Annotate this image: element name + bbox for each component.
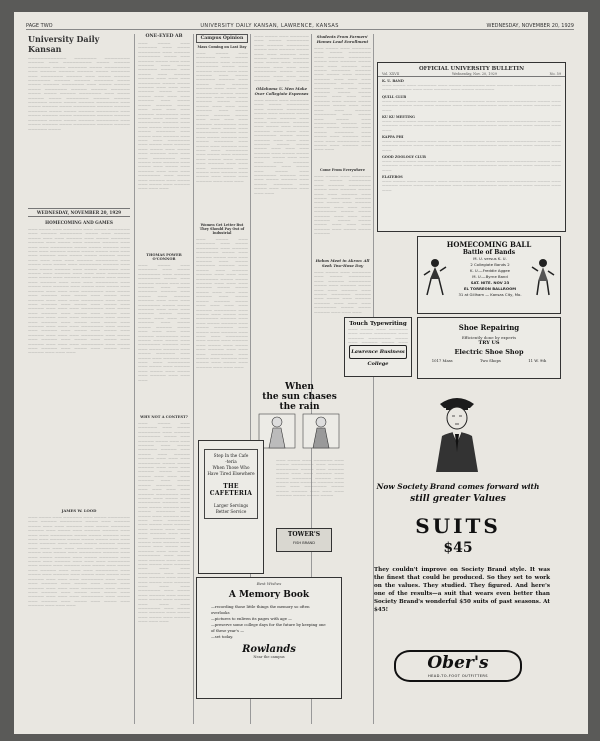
bulletin-title: OFFICIAL UNIVERSITY BULLETIN xyxy=(418,66,524,72)
homecoming-date: SAT. NITE. NOV 23 xyxy=(470,280,510,285)
bulletin-item: QUILL CLUB xyxy=(382,95,407,99)
cafeteria-name: THE CAFETERIA xyxy=(209,483,253,497)
shoe-name: Electric Shoe Shop xyxy=(454,348,524,356)
homecoming-line: 2 Collegiate Bands 2 xyxy=(470,262,510,267)
col5-body: ——— ———— ——— —————— ——— ———— ——————— ——— ————— ——————— ———— ——— ————— ———— ——— ——— ————— ——— ———— —————— ————— ——— ———— ——— ————— ————— ——— ——— ——— ——————— ———— ———— ————— ——— ——— ——— ————— ———— ———— ———— ——— ——— ——— ————— ——— ———— ———— ————— ———— ——— ——— ——— ——— ————— ——————— ——— ———— ——— ———— ——— ——————— ————— ——— ——— ———— ————— ——— ———— —————— ——— ———— ——— ————— ——— ——— ——— ——————— ——— ———— ——— ————— ——— ——— ——— xyxy=(314,46,371,152)
gentleman-illustration-icon xyxy=(422,382,492,472)
column-four xyxy=(254,34,309,208)
bulletin-item: ELATEROS xyxy=(382,175,403,179)
editorial-headline: HOMECOMING AND GAMES xyxy=(45,220,113,225)
bulletin-date: Wednesday, Nov. 20, 1929 xyxy=(452,72,497,76)
bulletin-item: K. U. BAND xyxy=(382,79,404,83)
towers-line3: the rain xyxy=(279,402,320,412)
typewriting-title: Touch Typewriting xyxy=(349,321,407,327)
column-rule xyxy=(134,34,135,724)
cafeteria-line: Larger Servings xyxy=(213,503,249,508)
memory-item: —preserve some college days for the future by keeping one of these year's — xyxy=(211,622,326,633)
bulletin-text: ——— ———— ——— —————— ——— ———— ——————— ——— ————— ——————— ———— ——— ————— ———— ——— ——— ————— ——— ———— —————— ——— ———— ——— ————— ——— ——— xyxy=(382,179,561,192)
bulletin-item: KU KU MEETING xyxy=(382,115,415,119)
editorial-body: ——— ———— ——— —————— ——— ———— ——————— ——— ————— ——————— ———— ——— ————— ———— ——— ——— ————— ——— ———— —————— ————— ——— ———— ——— ————— ————— ——— ——— ——— ——————— ———— ———— ————— ——— ——— ——— ————— ———— ———— ———— ——— ——— ——— ————— ——— ———— ———— ————— ———— ——— ——— ——— ——— ————— ——————— ——— ———— ——— ———— ——— ——————— ————— ——— ——— ———— ————— ——— ———— —————— ——— ———— ——— ————— ——— ——— ——— ——————— ——— ———— ——— ————— ——— ———— ——— ———— ——— ————— ——— ——— ——— ——————— ——— ———— ——— ————— ——— ———— ——— ———— ——— ————— ——— ——— ——— ——————— ——— ———— ——— ————— ——— ———— ——— ———— ——— ————— ——— ——— ——— ——————— ——— ———— ——— ————— ——— ———— ——— ———— ——— ————— ——— ——— ——— ——————— ——— ———— ——— ————— ——— ———— ——— ———— ——— ————— ——— ——— ——— ——————— ——— ———— ——— ————— ——— ———— ——— ———— ——— ————— ——— ——— ——— ——————— ——— ———— ——— ————— ——— ———— ——— ———— ——— ————— ——— ——— ——— ——————— ——— ———— ——— ————— ——— ———— ——— ———— ——— ————— ——— ——— ——— ——————— ——— ———— ——— ————— ——— ———— ——— ———— ——— ————— ——— ——— ——— xyxy=(28,227,130,355)
dancer-illustration-icon xyxy=(530,257,556,297)
bulletin-item: KAPPA PHI xyxy=(382,135,404,139)
homecoming-sub: Battle of Bands xyxy=(462,249,516,256)
col2-body-3: ——— ———— ——— —————— ——— ———— ——————— ——— ————— ——————— ———— ——— ————— ———— ——— ——— ————— ——— ———— —————— ————— ——— ———— ——— ————— ————— ——— ——— ——— ——————— ———— ———— ————— ——— ——— ——— ————— ———— ———— ———— ——— ——— ——— ————— ——— ———— ———— ————— ———— ——— ——— ——— ——— ————— ——————— ——— ———— ——— ———— ——— ——————— ————— ——— ——— ———— ————— ——— ———— —————— ——— ———— ——— ————— ——— ——— ——— ——————— ——— ———— ——— ————— ——— ———— ——— ———— ——— ————— ——— ——— ——— ——————— ——— ———— ——— ————— ——— ———— ——— ———— ——— ————— ——— ——— ——— ——————— ——— ———— ——— ————— ——— ———— ——— ———— ——— ————— ——— ——— ——— ——————— ——— ———— ——— ————— ——— ———— ——— ———— ——— ————— ——— ——— ——— ——————— ——— ———— ——— ————— ——— ———— ——— ———— ——— ————— ——— ——— ——— ——————— ——— ———— ——— ————— ——— ———— ——— ———— ——— ————— ——— ——— ——— xyxy=(138,421,190,624)
homecoming-address: 31 at Gillham — Kansas City, Mo. xyxy=(458,292,522,297)
column-two xyxy=(138,34,190,711)
col5-body-3: ——— ———— ——— —————— ——— ———— ——————— ——— ————— ——————— ———— ——— ————— ———— ——— ——— ————— ——— ———— —————— ————— ——— ———— ——— ————— ————— ——— ——— ——— ——————— ———— ———— ————— ——— ——— ——— xyxy=(314,270,371,314)
suits-title: SUITS xyxy=(415,514,501,538)
towers-fish-brand-logo xyxy=(276,528,332,552)
shoe-hours: Two Shops xyxy=(479,358,501,363)
cafeteria-inner-box xyxy=(204,449,258,519)
col5-body-2: ——— ———— ——— —————— ——— ———— ——————— ——— ————— ——————— ———— ——— ————— ———— ——— ——— ————— ——— ———— —————— ————— ——— ———— ——— ————— ————— ——— ——— ——— ——————— ———— ———— ————— ——— ——— ——— ————— ———— ———— ———— ——— ——— ——— ————— ——— ———— ———— ————— xyxy=(314,174,371,236)
rain-figures-icon xyxy=(257,412,342,450)
cafeteria-line: Better Service xyxy=(215,509,247,514)
col2-subhead-2: WHY NOT A CONTEST? xyxy=(140,415,188,419)
obers-name: Ober's xyxy=(427,653,489,673)
col4-headline: Students From Farmers' Homes Lead Enrollment xyxy=(316,34,369,44)
bulletin-text: ——— ———— ——— —————— ——— ———— ——————— ——— ————— ——————— ———— ——— ————— ———— ——— ——— ————— ——— ———— —————— ——— ———— ——— ————— ——— ——— xyxy=(382,139,561,152)
suits-body: They couldn't improve on Society Brand style. It was the finest that could be produced. So they set to work on the values. They studied. They figured. And here's one of the results—a suit that wears even better than Society Brand's wonderful $50 suits of past seasons. At $45! xyxy=(374,567,550,613)
col3-subhead: Mass Coming on Last Day xyxy=(197,45,247,49)
col4-subhead: Oklahoma U. Men Make Over Collegiate Expenses xyxy=(254,86,309,96)
col5-subhead: Come From Everywhere xyxy=(319,168,365,172)
col2-headline: ONE-EYED AB xyxy=(145,34,183,39)
homecoming-ball-ad xyxy=(417,236,561,314)
cafeteria-line: When Those Who xyxy=(212,465,250,470)
memory-kicker: Best Wishes xyxy=(256,581,282,586)
cafeteria-ad xyxy=(198,440,264,574)
cafeteria-line: -teria xyxy=(225,459,237,464)
col3-subhead-2: Women Get Letter But They Should Pay Out of Industrial xyxy=(199,223,245,235)
homecoming-line: M. U.—Byrne Band xyxy=(472,274,508,279)
paper-title: UNIVERSITY DAILY KANSAN, LAWRENCE, KANSAS xyxy=(200,22,339,29)
rowlands-logo: Rowlands xyxy=(242,644,296,655)
col3-body-2: ——— ———— ——— —————— ——— ———— ——————— ——— ————— ——————— ———— ——— ————— ———— ——— ——— ————— ——— ———— —————— ————— ——— ———— ——— ————— ————— ——— ——— ——— ——————— ———— ———— ————— ——— ——— ——— ————— ———— ———— ———— ——— ——— ——— ————— ——— ———— ———— ————— ———— ——— ——— ——— ——— ————— ——————— ——— ———— ——— ———— ——— ——————— ————— ——— ——— ———— ————— ——— ———— —————— ——— ———— ——— ————— ——— ——— ——— ——————— ——— ———— ——— ————— ——— ———— ——— ———— ——— ————— ——— ——— ——— ——————— ——— ———— ——— ————— ——— ———— ——— ———— ——— ————— ——— ——— ——— xyxy=(196,237,248,369)
towers-line2: the sun chases xyxy=(262,392,337,402)
bulletin-no: No. 59 xyxy=(549,72,561,76)
rowlands-sub: Near the campus xyxy=(253,655,285,659)
col2-subhead: THOMAS POWER O'CONNOR xyxy=(146,253,182,261)
col3-body: ——— ———— ——— —————— ——— ———— ——————— ——— ————— ——————— ———— ——— ————— ———— ——— ——— ————— ——— ———— —————— ————— ——— ———— ——— ————— ————— ——— ——— ——— ——————— ———— ———— ————— ——— ——— ——— ————— ———— ———— ———— ——— ——— ——— ————— ——— ———— ———— ————— ———— ——— ——— ——— ——— ————— ——————— ——— ———— ——— ———— ——— ——————— ————— ——— ——— ———— ————— ——— ———— —————— ——— ———— ——— ————— ——— ——— ——— ——————— ——— ———— ——— ————— ——— ———— ——— ———— ——— ————— ——— ——— ——— ——————— ——— ———— ——— ————— ——— ———— ——— ———— ——— ————— ——— ——— ——— xyxy=(196,51,248,183)
towers-ad-body xyxy=(276,458,344,558)
page-header xyxy=(26,22,574,30)
memory-item: —recording those little things the memory so often overlooks xyxy=(211,604,310,615)
homecoming-venue: EL TORREON BALLROOM xyxy=(463,286,517,291)
homecoming-title: HOMECOMING BALL xyxy=(446,240,532,249)
obers-sub: HEAD-TO-FOOT OUTFITTERS xyxy=(427,674,488,678)
society-brand-suits-ad xyxy=(350,382,566,712)
bulletin-text: ——— ———— ——— —————— ——— ———— ——————— ——— ————— ——————— ———— ——— ————— ———— ——— ——— ————— ——— ———— —————— xyxy=(382,83,561,92)
cafeteria-line: Have Tired Elsewhere xyxy=(207,471,255,476)
memory-items xyxy=(197,600,341,644)
towers-text: ——— ———— ——— —————— ——— ———— ——————— ——— ————— ——————— ———— ——— ————— ———— ——— ——— ————— ——— ———— —————— ————— ——— ———— ——— ————— ————— ——— ——— ——— ——————— ———— ———— ————— ——— ——— ——— ————— ———— ———— ———— xyxy=(276,458,344,498)
suits-price: $45 xyxy=(443,540,473,556)
col4-body: ——— ———— ——— —————— ——— ———— ——————— ——— ————— ——————— ———— ——— ————— ———— ——— ——— ————— ——— ———— —————— ————— ——— ———— ——— ————— ————— ——— ——— ——— ——————— ———— ———— ————— ——— ——— ——— ————— ———— ———— ———— ——— ——— ——— ————— ——— ———— ———— ————— ———— ——— ——— ——— ——— ————— ——————— ——— ———— ——— ———— ——— ——————— ————— ——— ——— ———— ————— ——— ———— —————— ——— ———— ——— ————— ——— ——— ——— xyxy=(254,98,309,195)
shoe-details xyxy=(418,358,560,363)
column-three xyxy=(196,34,248,427)
editorial-body-2: ——— ———— ——— —————— ——— ———— ——————— ——— ————— ——————— ———— ——— ————— ———— ——— ——— ————— ——— ———— —————— ————— ——— ———— ——— ————— ————— ——— ——— ——— ——————— ———— ———— ————— ——— ——— ——— ————— ———— ———— ———— ——— ——— ——— ————— ——— ———— ———— ————— ———— ——— ——— ——— ——— ————— ——————— ——— ———— ——— ———— ——— ——————— ————— ——— ——— ———— ————— ——— ———— —————— ——— ———— ——— ————— ——— ——— ——— ——————— ——— ———— ——— ————— ——— ———— ——— ———— ——— ————— ——— ——— ——— ——————— ——— ———— ——— ————— ——— ———— ——— ———— ——— ————— ——— ——— ——— ——————— ——— ———— ——— ————— ——— ———— ——— ———— ——— ————— ——— ——— ——— ——————— ——— ———— ——— ————— ——— ———— ——— ———— ——— ————— ——— ——— ——— ——————— ——— ———— ——— ————— ——— ———— ——— ———— ——— ————— ——— ——— ——— xyxy=(28,515,130,608)
towers-sub: FISH BRAND xyxy=(293,541,315,545)
typewriting-ad xyxy=(344,317,412,377)
typewriting-text: ——— ———— ——— —————— ——— ———— ——————— ——— ————— ——————— ———— ——— ————— ———— ——— xyxy=(348,327,408,343)
towers-line1: When xyxy=(285,382,314,392)
shoe-title: Shoe Repairing xyxy=(458,323,520,332)
masthead-name: University Daily Kansan xyxy=(28,34,100,54)
column-five xyxy=(314,34,371,330)
page-number: PAGE TWO xyxy=(26,22,53,29)
business-college-logo: Lawrence Business College xyxy=(349,345,407,359)
shoe-repair-ad xyxy=(417,317,561,379)
col2-body: ——— ———— ——— —————— ——— ———— ——————— ——— ————— ——————— ———— ——— ————— ———— ——— ——— ————— ——— ———— —————— ————— ——— ———— ——— ————— ————— ——— ——— ——— ——————— ———— ———— ————— ——— ——— ——— ————— ———— ———— ———— ——— ——— ——— ————— ——— ———— ———— ————— ———— ——— ——— ——— ——— ————— ——————— ——— ———— ——— ———— ——— ——————— ————— ——— ——— ———— ————— ——— ———— —————— ——— ———— ——— ————— ——— ——— ——— ——————— ——— ———— ——— ————— ——— ———— ——— ———— ——— ————— ——— ——— ——— ——————— ——— ———— ——— ————— ——— ———— ——— ———— ——— ————— ——— ——— ——— ——————— ——— ———— ——— ————— ——— ———— ——— ———— ——— ————— ——— ——— ——— xyxy=(138,41,190,191)
homecoming-line: M. U. versus K. U. xyxy=(473,256,507,261)
shoe-addr: 1017 Mass xyxy=(431,358,453,363)
suits-line2: still greater Values xyxy=(410,494,506,504)
masthead-date: WEDNESDAY, NOVEMBER 20, 1929 xyxy=(28,208,130,217)
staff-box: ———————————— ——————— ———————— ————— ——— ————————— ———— ————— ——————— ———— —————— ———— ———————— ——— ————— ————— ————— ———— —————— ——— ——————— ————— ——— ———— ————— ——————— ————— ————— —————— ———— ———— ————— ——————— ——— ———— ————— ———— ——————— ————— ————— —————— ———— ———— ————— ——————— ——— ———— ————— ———— ——————— ————— ————— —————— ———— ———— ————— ——————— ——— ———— ————— ———— ——————— ————— ————— —————— ———— ———— ————— ——————— ——— ———— ————— ———— ——————— ————— ————— —————— ———— ———— ————— ——————— ——— ———— ————— ———— ——————— ————— ————— —————— ———— xyxy=(28,56,130,131)
shoe-ph: 11 W. 9th xyxy=(528,358,547,363)
obers-logo xyxy=(394,650,522,682)
editorial-column xyxy=(28,34,130,725)
university-bulletin xyxy=(377,62,566,232)
memory-title: A Memory Book xyxy=(228,590,310,600)
memory-item: —pictures to enliven its pages with age — xyxy=(211,616,292,621)
homecoming-line: K. U.—Freddie Aggee xyxy=(470,268,510,273)
bulletin-item: GOOD ZOOLOGY CLUB xyxy=(382,155,426,159)
memory-book-ad xyxy=(196,577,342,699)
shoe-try: TRY US xyxy=(478,340,500,346)
col4-body-top: ——— ———— ——— —————— ——— ———— ——————— ——— ————— ——————— ———— ——— ————— ———— ——— ——— ————— ——— ———— —————— ————— ——— ———— ——— ————— ————— ——— ——— ——— ——————— ———— ———— ————— ——— ——— ——— ————— ———— ———— xyxy=(254,34,309,83)
bulletin-items xyxy=(378,77,565,197)
towers-slogan xyxy=(257,382,342,454)
col3-headline: Campus Opinion xyxy=(196,34,248,43)
column-rule xyxy=(193,34,194,724)
towers-name: TOWER'S xyxy=(287,531,321,538)
dancer-illustration-icon xyxy=(422,257,448,297)
page-date: WEDNESDAY, NOVEMBER 20, 1929 xyxy=(486,22,574,29)
bulletin-vol: Vol. XXVII xyxy=(382,72,400,76)
col2-body-2: ——— ———— ——— —————— ——— ———— ——————— ——— ————— ——————— ———— ——— ————— ———— ——— ——— ————— ——— ———— —————— ————— ——— ———— ——— ————— ————— ——— ——— ——— ——————— ———— ———— ————— ——— ——— ——— ————— ———— ———— ———— ——— ——— ——— ————— ——— ———— ———— ————— ———— ——— ——— ——— ——— ————— ——————— ——— ———— ——— ———— ——— ——————— ————— ——— ——— ———— ————— ——— ———— —————— ——— ———— ——— ————— ——— ——— ——— ——————— ——— ———— ——— ————— ——— ———— ——— ———— ——— ————— ——— ——— ——— xyxy=(138,263,190,382)
editorial-byline: JAMES W. LOOD xyxy=(61,508,97,513)
shoe-sub: Efficiently done by experts xyxy=(461,335,517,340)
bulletin-text: ——— ———— ——— —————— ——— ———— ——————— ——— ————— ——————— ———— ——— ————— ———— ——— ——— ————— ——— ———— —————— ——— ———— ——— ————— ——— ——— xyxy=(382,159,561,172)
bulletin-text: ——— ———— ——— —————— ——— ———— ——————— ——— ————— ——————— ———— ——— ————— ———— ——— ——— ————— ——— ———— —————— ——— ———— ——— ————— ——— ——— xyxy=(382,99,561,112)
col5-subhead-2: Hobos Meet in Akron: All Seek Two-Hose Day xyxy=(315,258,370,268)
memory-item: —set today. xyxy=(211,634,234,639)
suits-line1: Now Society Brand comes forward with xyxy=(376,482,540,491)
cafeteria-line: Step In the Cafe xyxy=(213,453,249,458)
bulletin-text: ——— ———— ——— —————— ——— ———— ——————— ——— ————— ——————— ———— ——— ————— ———— ——— ——— ————— ——— ———— —————— ——— ———— ——— ————— ——— ——— xyxy=(382,119,561,132)
